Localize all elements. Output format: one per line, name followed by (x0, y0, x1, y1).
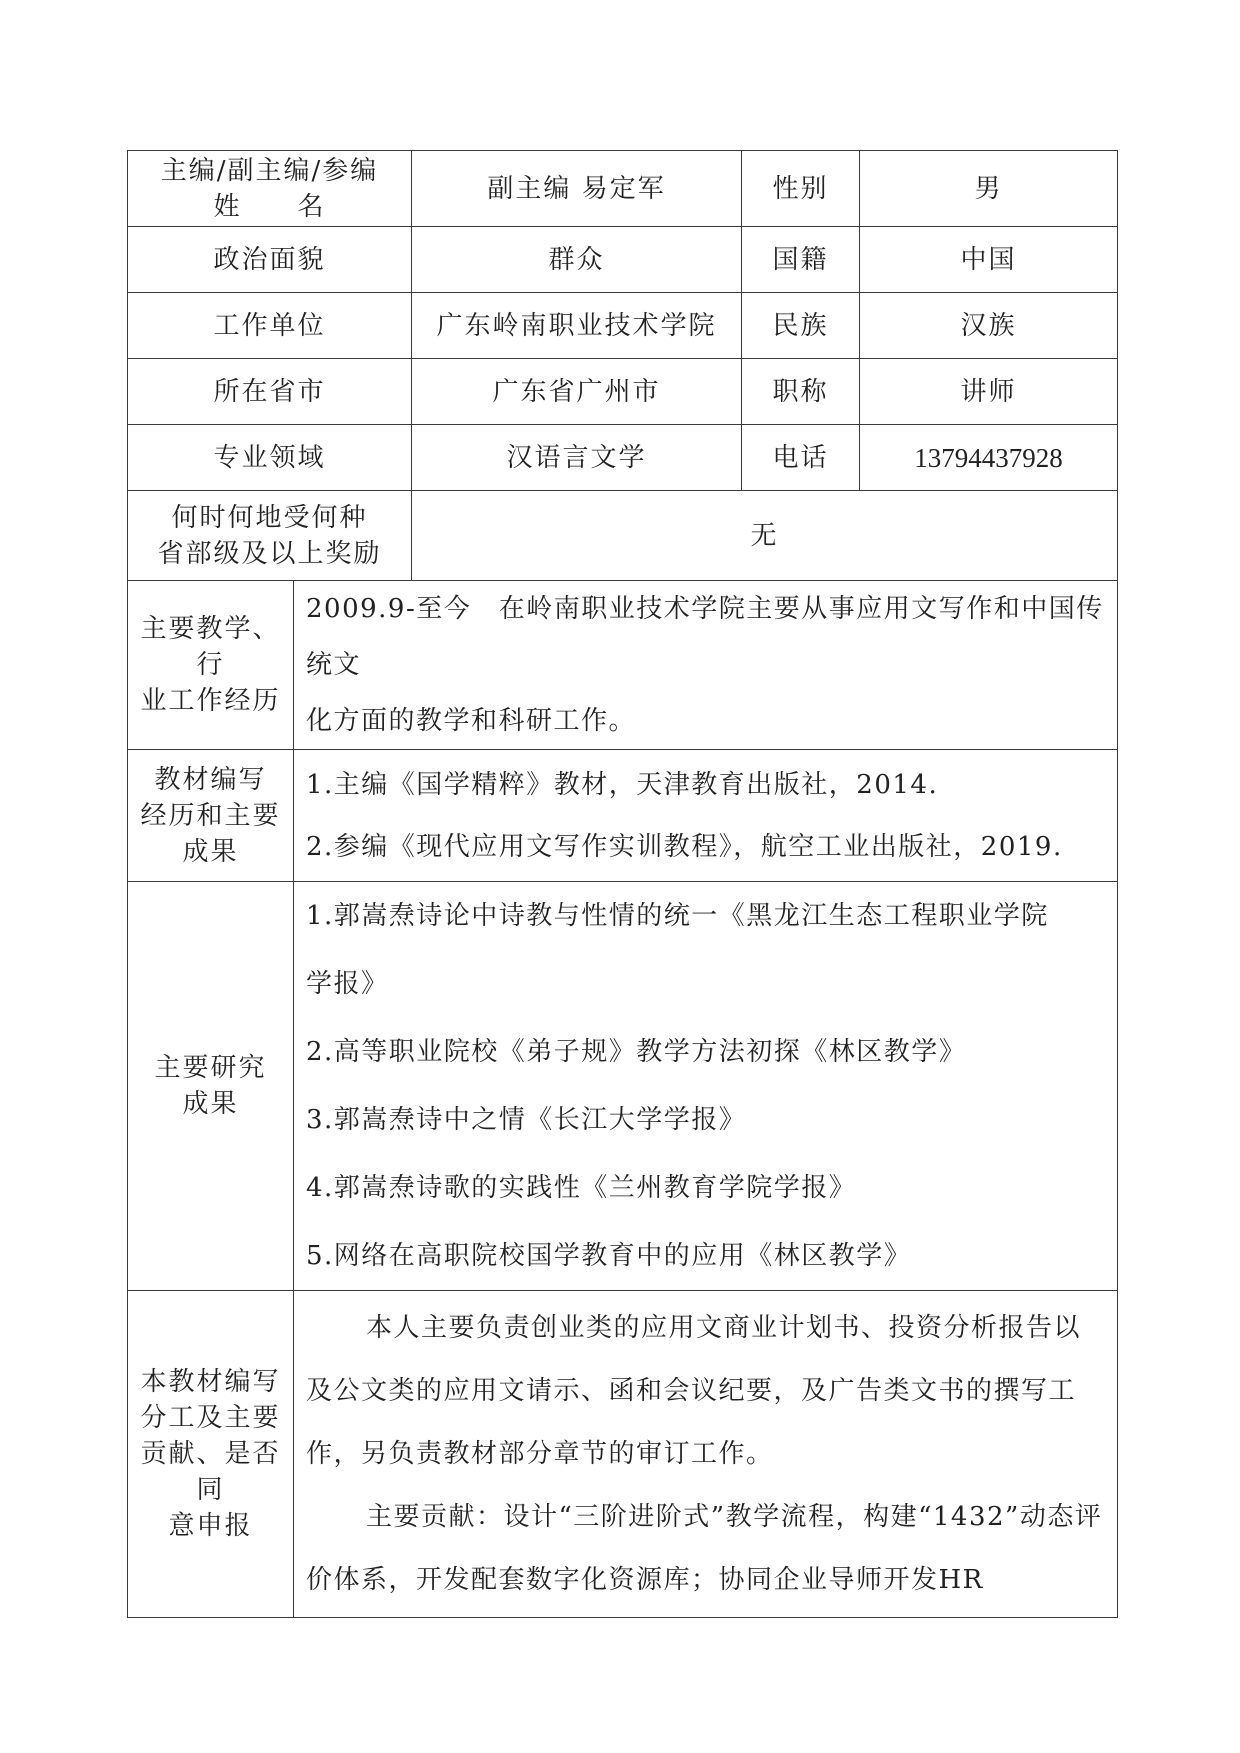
awards-label-line1: 何时何地受何种 (171, 502, 368, 533)
experience-label-line2: 业工作经历 (140, 686, 281, 716)
row-name (128, 151, 1118, 227)
experience-line: 2009.9-至今 在岭南职业技术学院主要从事应用文写作和中国传统文 (306, 594, 1104, 680)
textbooks-label-line2: 经历和主要 (140, 800, 281, 831)
nationality-label: 国籍 (742, 227, 860, 293)
duties-content (294, 1291, 1118, 1618)
row-duties (128, 1291, 1118, 1618)
phone-value: 13794437928 (860, 425, 1118, 491)
name-value: 副主编 易定军 (412, 151, 742, 227)
research-line: 学报》 (306, 969, 389, 999)
employer-value: 广东岭南职业技术学院 (412, 293, 742, 359)
awards-value: 无 (412, 491, 1118, 581)
row-political (128, 227, 1118, 293)
research-line: 1.郭嵩焘诗论中诗教与性情的统一《黑龙江生态工程职业学院 (306, 901, 1049, 931)
duties-paragraph-2: 主要贡献：设计“三阶进阶式”教学流程，构建“1432”动态评价体系，开发配套数字化资源库；协同企业导师开发HR (306, 1501, 1103, 1595)
textbooks-label-line3: 成果 (182, 836, 239, 867)
row-awards (128, 491, 1118, 581)
textbook-item: 1.主编《国学精粹》教材，天津教育出版社，2014. (306, 769, 939, 800)
duties-label-line4: 意申报 (168, 1511, 253, 1541)
gender-label: 性别 (742, 151, 860, 227)
duties-label-cell (128, 1291, 294, 1618)
duties-label-line1: 本教材编写 (140, 1367, 281, 1397)
duties-label-line2: 分工及主要 (140, 1403, 281, 1433)
editor-info-table (127, 150, 1118, 1618)
experience-line: 化方面的教学和科研工作。 (306, 706, 637, 736)
title-label: 职称 (742, 359, 860, 425)
name-label-cell (128, 151, 412, 227)
name-label-line2: 姓 名 (213, 191, 326, 222)
political-value: 群众 (412, 227, 742, 293)
awards-label-cell (128, 491, 412, 581)
duties-paragraph-1: 本人主要负责创业类的应用文商业计划书、投资分析报告以及公文类的应用文请示、函和会议纪要，及广告类文书的撰写工作，另负责教材部分章节的审订工作。 (306, 1312, 1082, 1469)
ethnicity-label: 民族 (742, 293, 860, 359)
political-label: 政治面貌 (128, 227, 412, 293)
duties-label-line3: 贡献、是否同 (140, 1439, 281, 1505)
textbook-item: 2.参编《现代应用文写作实训教程》，航空工业出版社，2019. (306, 831, 1063, 862)
title-value: 讲师 (860, 359, 1118, 425)
location-label: 所在省市 (128, 359, 412, 425)
research-line: 4.郭嵩焘诗歌的实践性《兰州教育学院学报》 (306, 1173, 857, 1203)
location-value: 广东省广州市 (412, 359, 742, 425)
row-employer (128, 293, 1118, 359)
row-experience (128, 581, 1118, 750)
research-line: 2.高等职业院校《弟子规》教学方法初探《林区教学》 (306, 1037, 967, 1067)
research-label-cell (128, 882, 294, 1291)
textbooks-label-cell (128, 750, 294, 882)
experience-label-cell (128, 581, 294, 750)
textbooks-label-line1: 教材编写 (154, 764, 267, 795)
field-label: 专业领域 (128, 425, 412, 491)
textbooks-content (294, 750, 1118, 882)
experience-content (294, 581, 1118, 750)
row-location (128, 359, 1118, 425)
row-field (128, 425, 1118, 491)
experience-label-line1: 主要教学、行 (140, 614, 281, 680)
nationality-value: 中国 (860, 227, 1118, 293)
phone-label: 电话 (742, 425, 860, 491)
research-line: 5.网络在高职院校国学教育中的应用《林区教学》 (306, 1241, 912, 1271)
ethnicity-value: 汉族 (860, 293, 1118, 359)
research-line: 3.郭嵩焘诗中之情《长江大学学报》 (306, 1105, 747, 1135)
research-content (294, 882, 1118, 1291)
field-value: 汉语言文学 (412, 425, 742, 491)
row-research (128, 882, 1118, 1291)
gender-value: 男 (860, 151, 1118, 227)
research-label-line2: 成果 (182, 1089, 239, 1119)
employer-label: 工作单位 (128, 293, 412, 359)
awards-label-line2: 省部级及以上奖励 (157, 538, 382, 569)
name-label-line1: 主编/副主编/参编 (160, 155, 379, 186)
row-textbooks (128, 750, 1118, 882)
research-label-line1: 主要研究 (154, 1053, 267, 1083)
